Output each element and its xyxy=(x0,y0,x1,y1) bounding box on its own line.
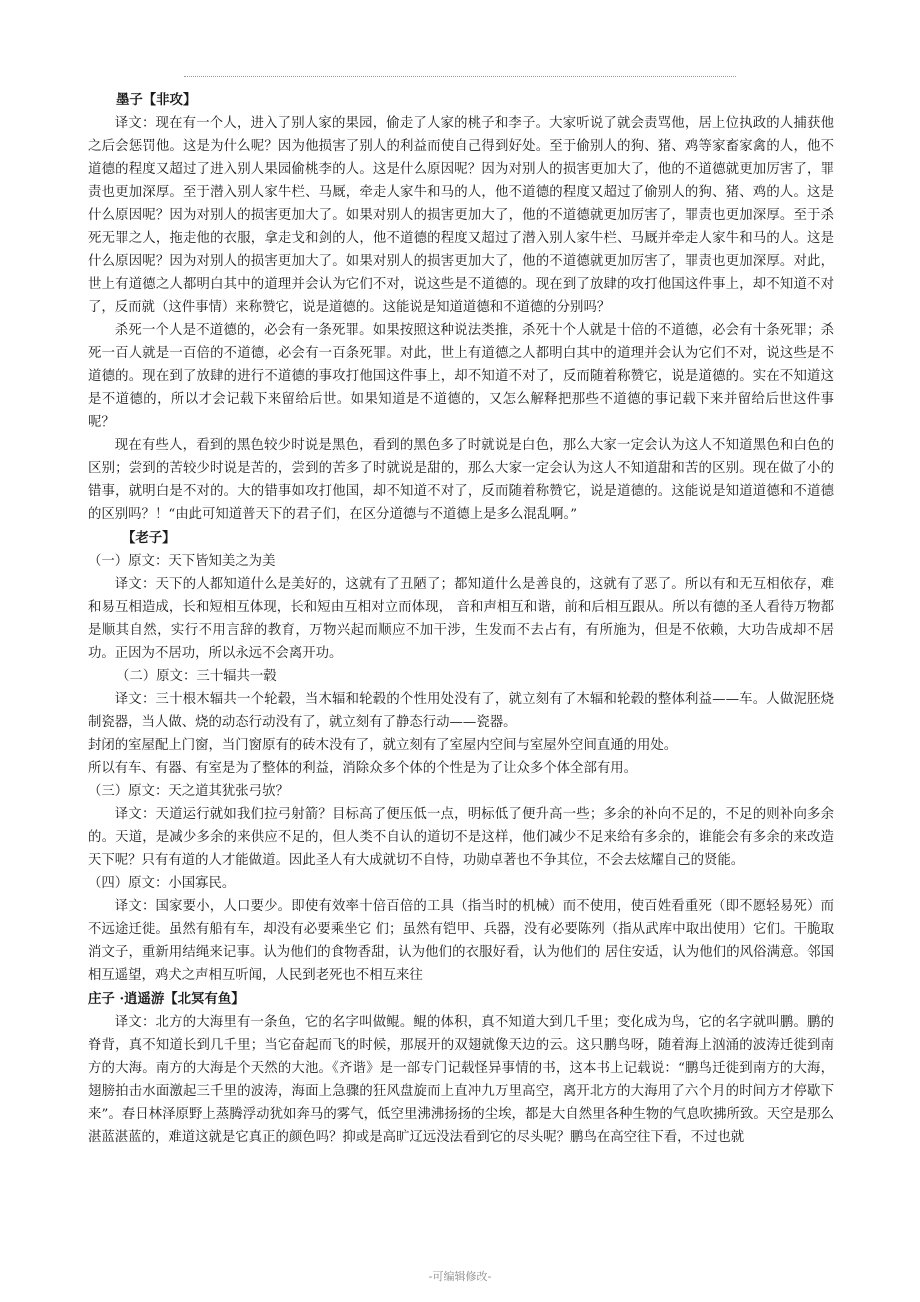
subsection-heading: （二）原文：三十辐共一毂 xyxy=(116,669,277,684)
document-body xyxy=(88,88,834,1149)
paragraph: 封闭的室屋配上门窗，当门窗原有的砖木没有了，就立刻有了室屋内空间与室屋外空间直通的用处。 xyxy=(88,738,678,753)
section-title-zhuangzi: 庄子 ·逍遥游【北冥有鱼】 xyxy=(88,991,245,1007)
subsection-heading: （四）原文：小国寡民。 xyxy=(88,876,236,891)
paragraph: 所以有车、有器、有室是为了整体的利益，消除众多个体的个性是为了让众多个体全部有用。 xyxy=(88,761,638,776)
paragraph: 译文：三十根木辐共一个轮毂，当木辐和轮毂的个性用处没有了，就立刻有了木辐和轮毂的整体利益——车。人做泥胚烧制瓷器，当人做、烧的动态行动没有了，就立刻有了静态行动——瓷器。 xyxy=(88,692,834,730)
section-title-mozi: 墨子【非攻】 xyxy=(116,92,197,108)
paragraph: 译文：现在有一个人，进入了别人家的果园，偷走了人家的桃子和李子。大家听说了就会责骂他，居上位执政的人捕获他之后会惩罚他。这是为什么呢？因为他损害了别人的利益而使自己得到好处。至于偷别人的狗、猪、鸡等家畜家禽的人，他不道德的程度又超过了进入别人果园偷桃李的人。这是什么原因呢？因为对别人的损害更加大了，他的不道德就更加厉害了，罪责也更加深厚。至于潜入别人家牛栏、马厩，牵走人家牛和马的人，他不道德的程度又超过了偷别人的狗、猪、鸡的人。这是什么原因呢？因为对别人的损害更加大了。如果对别人的损害更加大了，他的不道德就更加厉害了，罪责也更加深厚。至于杀死无罪之人，拖走他的衣服，拿走戈和剑的人，他不道德的程度又超过了潜入别人家牛栏、马厩并牵走人家牛和马的人。这是什么原因呢？因为对别人的损害更加大了。如果对别人的损害更加大了，他的不道德就更加厉害了，罪责也更加深厚。对此，世上有道德之人都明白其中的道理并会认为它们不对，说这些是不道德的。现在到了放肆的攻打他国这件事上，却不知道不对了，反而就（这件事情）来称赞它，说是道德的。这能说是知道道德和不道德的分别吗？ xyxy=(88,116,834,315)
subsection-heading: （三）原文：天之道其犹张弓欤？ xyxy=(88,784,289,799)
subsection-heading: （一）原文：天下皆知美之为美 xyxy=(88,554,276,569)
paragraph: 译文：天下的人都知道什么是美好的，这就有了丑陋了；都知道什么是善良的，这就有了恶了。所以有和无互相依存，难和易互相造成，长和短相互体现，长和短由互相对立而体现， 音和声相互和谐，前和后相互跟从。所以有德的圣人看待万物都是顺其自然，实行不用言辞的教育，万物兴起而顺应不加干涉，生发而不去占有，有所施为，但是不依赖，大功告成却不居功。正因为不居功，所以永远不会离开功。 xyxy=(88,577,834,661)
paragraph: 译文：北方的大海里有一条鱼，它的名字叫做鲲。鲲的体积，真不知道大到几千里；变化成为鸟，它的名字就叫鹏。鹏的脊背，真不知道长到几千里；当它奋起而飞的时候，那展开的双翅就像天边的云。这只鹏鸟呀，随着海上汹涌的波涛迁徙到南方的大海。南方的大海是个天然的大池。《齐谐》是一部专门记载怪异事情的书，这本书上记载说：“鹏鸟迁徙到南方的大海，翅膀拍击水面激起三千里的波涛，海面上急骤的狂风盘旋而上直冲九万里高空，离开北方的大海用了六个月的时间方才停歇下来”。春日林泽原野上蒸腾浮动犹如奔马的雾气，低空里沸沸扬扬的尘埃，都是大自然里各种生物的气息吹拂所致。天空是那么湛蓝湛蓝的，难道这就是它真正的颜色吗？抑或是高旷辽远没法看到它的尽头呢？鹏鸟在高空往下看，不过也就 xyxy=(88,1015,834,1145)
header-rule xyxy=(184,76,736,77)
paragraph: 现在有些人，看到的黑色较少时说是黑色，看到的黑色多了时就说是白色，那么大家一定会认为这人不知道黑色和白色的区别；尝到的苦较少时说是苦的，尝到的苦多了时就说是甜的，那么大家一定会认为这人不知道甜和苦的区别。现在做了小的错事，就明白是不对的。大的错事如攻打他国，却不知道不对了，反而随着称赞它，说是道德的。这能说是知道道德和不道德的区别吗？！“由此可知道普天下的君子们，在区分道德与不道德上是多么混乱啊。” xyxy=(88,438,834,522)
section-title-laozi: 【老子】 xyxy=(122,530,176,546)
page-footer: -可编辑修改- xyxy=(428,1270,492,1283)
paragraph: 译文：国家要小，人口要少。即使有效率十倍百倍的工具（指当时的机械）而不使用，使百姓看重死（即不愿轻易死）而不远途迁徙。虽然有船有车，却没有必要乘坐它 们；虽然有铠甲、兵器，没有必要陈列（指从武库中取出使用）它们。干脆取消文子，重新用结绳来记事。认为他们的食物香甜，认为他们的衣服好看，认为他们的 居住安适，认为他们的风俗满意。邻国相互遥望，鸡犬之声相互听闻，人民到老死也不相互来往 xyxy=(88,899,834,983)
paragraph: 译文：天道运行就如我们拉弓射箭？目标高了便压低一点，明标低了便升高一些；多余的补向不足的，不足的则补向多余的。天道，是减少多余的来供应不足的，但人类不自认的道切不是这样，他们减少不足来给有多余的，谁能会有多余的来改造天下呢？只有有道的人才能做道。因此圣人有大成就切不自恃，功勋卓著也不争其位，不会去炫耀自己的贤能。 xyxy=(88,807,834,868)
paragraph: 杀死一个人是不道德的，必会有一条死罪。如果按照这种说法类推，杀死十个人就是十倍的不道德，必会有十条死罪；杀死一百人就是一百倍的不道德，必会有一百条死罪。对此，世上有道德之人都明白其中的道理并会认为它们不对，说这些是不道德的。现在到了放肆的进行不道德的事攻打他国这件事上，却不知道不对了，反而随着称赞它，说是道德的。实在不知道这是不道德的，所以才会记载下来留给后世。如果知道是不道德的，又怎么解释把那些不道德的事记载下来并留给后世这件事呢？ xyxy=(88,323,834,430)
